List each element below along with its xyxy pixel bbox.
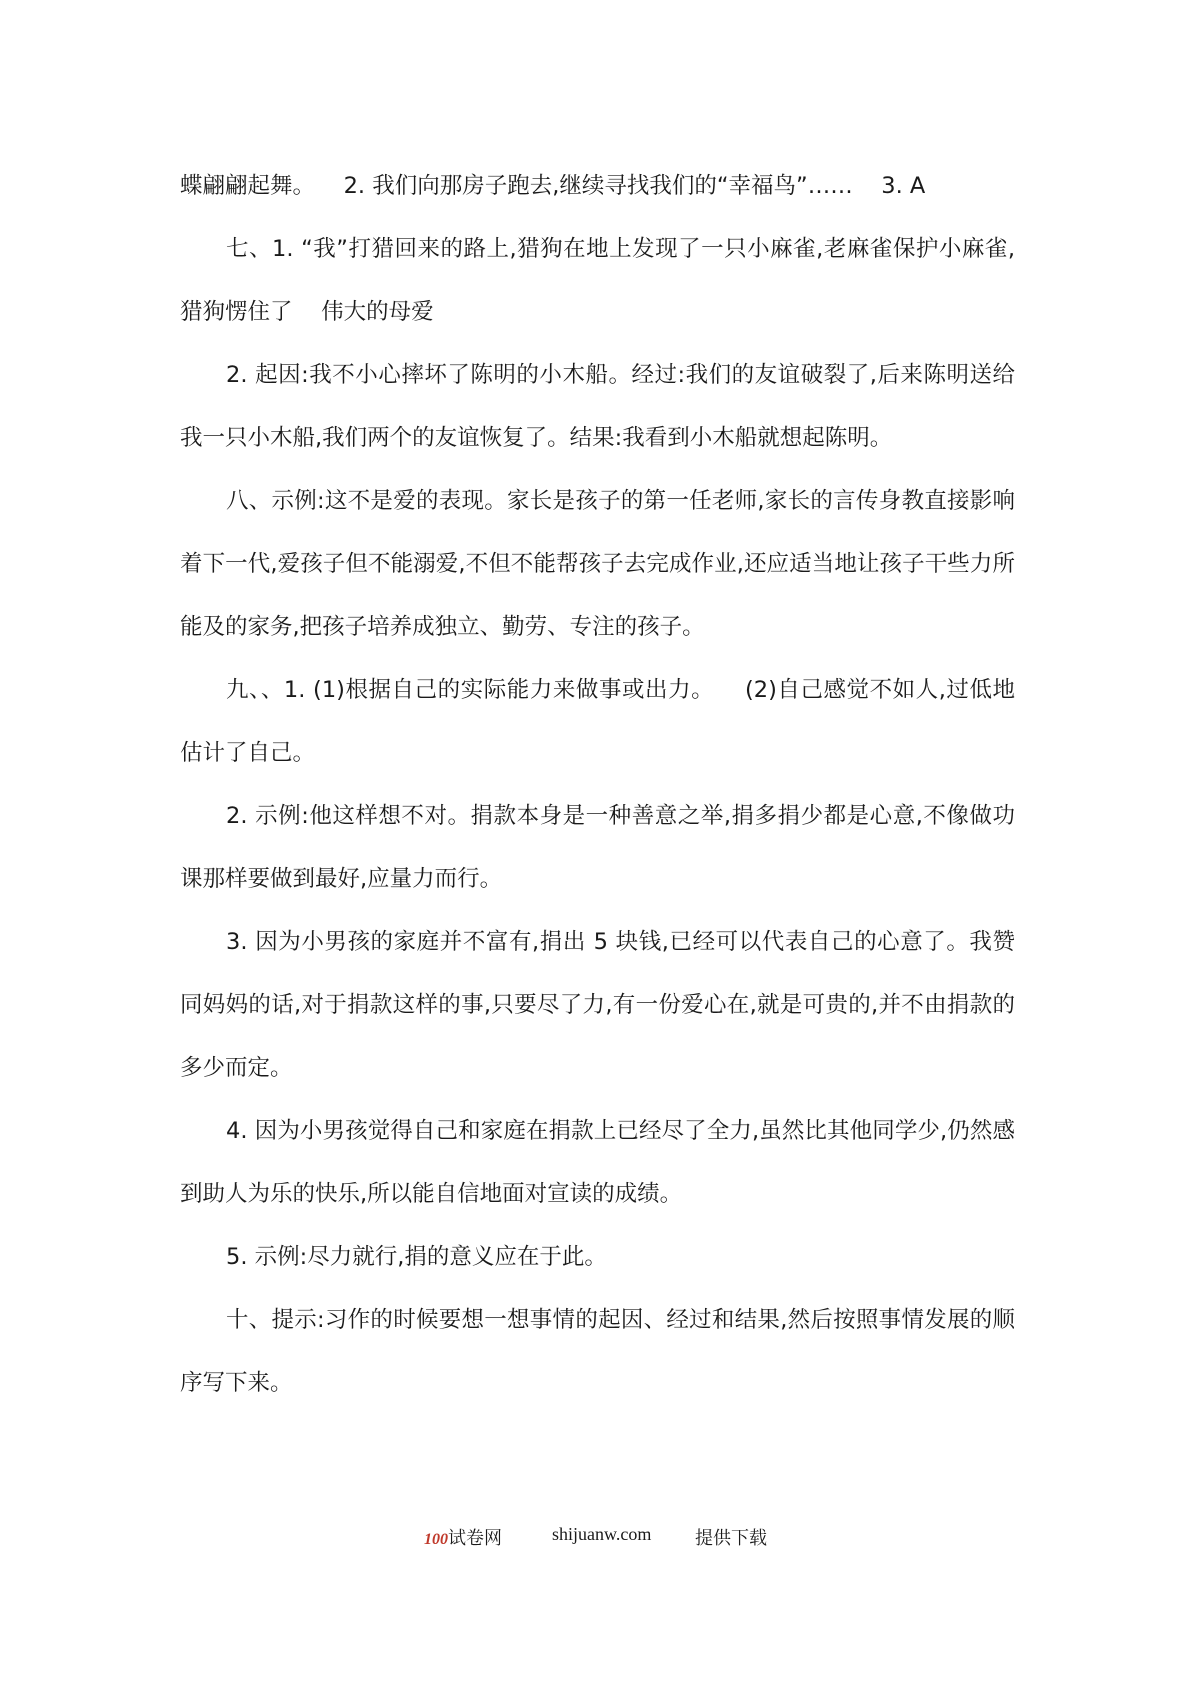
footer-brand-text: 试卷网 (448, 1528, 502, 1548)
answer-content (180, 155, 1015, 1415)
paragraph-section-9-q5: 5. 示例:尽力就行,捐的意义应在于此。 (226, 1244, 607, 1270)
paragraph-section-8: 八、示例:这不是爱的表现。家长是孩子的第一任老师,家长的言传身教直接影响着下一代,爱孩子但不能溺爱,不但不能帮孩子去完成作业,还应适当地让孩子干些力所能及的家务,把孩子培养成独立、勤劳、专注的孩子。 (180, 488, 1015, 640)
page-footer (0, 1524, 1191, 1554)
paragraph-section-7-q2: 2. 起因:我不小心摔坏了陈明的小木船。经过:我们的友谊破裂了,后来陈明送给我一只小木船,我们两个的友谊恢复了。结果:我看到小木船就想起陈明。 (180, 362, 1015, 451)
footer-provide-text: 提供下载 (695, 1528, 767, 1548)
footer-site-link[interactable]: shijuanw.com (552, 1524, 652, 1544)
paragraph-section-9-q2: 2. 示例:他这样想不对。捐款本身是一种善意之举,捐多捐少都是心意,不像做功课那样要做到最好,应量力而行。 (180, 803, 1015, 892)
paragraph-section-7-q1: 七、1. “我”打猎回来的路上,猎狗在地上发现了一只小麻雀,老麻雀保护小麻雀,猎狗愣住了 伟大的母爱 (180, 236, 1015, 325)
paragraph-section-9-q3: 3. 因为小男孩的家庭并不富有,捐出 5 块钱,已经可以代表自己的心意了。我赞同妈妈的话,对于捐款这样的事,只要尽了力,有一份爱心在,就是可贵的,并不由捐款的多少而定。 (180, 929, 1015, 1081)
paragraph-section-9-q1: 九、、1. (1)根据自己的实际能力来做事或出力。 (2)自己感觉不如人,过低地估计了自己。 (180, 677, 1015, 766)
footer-brand-number: 100 (424, 1531, 448, 1548)
paragraph-section-9-q4: 4. 因为小男孩觉得自己和家庭在捐款上已经尽了全力,虽然比其他同学少,仍然感到助人为乐的快乐,所以能自信地面对宣读的成绩。 (180, 1118, 1015, 1207)
paragraph-section-10: 十、提示:习作的时候要想一想事情的起因、经过和结果,然后按照事情发展的顺序写下来。 (180, 1307, 1015, 1396)
paragraph-continuation: 蝶翩翩起舞。 2. 我们向那房子跑去,继续寻找我们的“幸福鸟”…… 3. A (180, 173, 926, 199)
footer-brand (424, 1524, 502, 1550)
